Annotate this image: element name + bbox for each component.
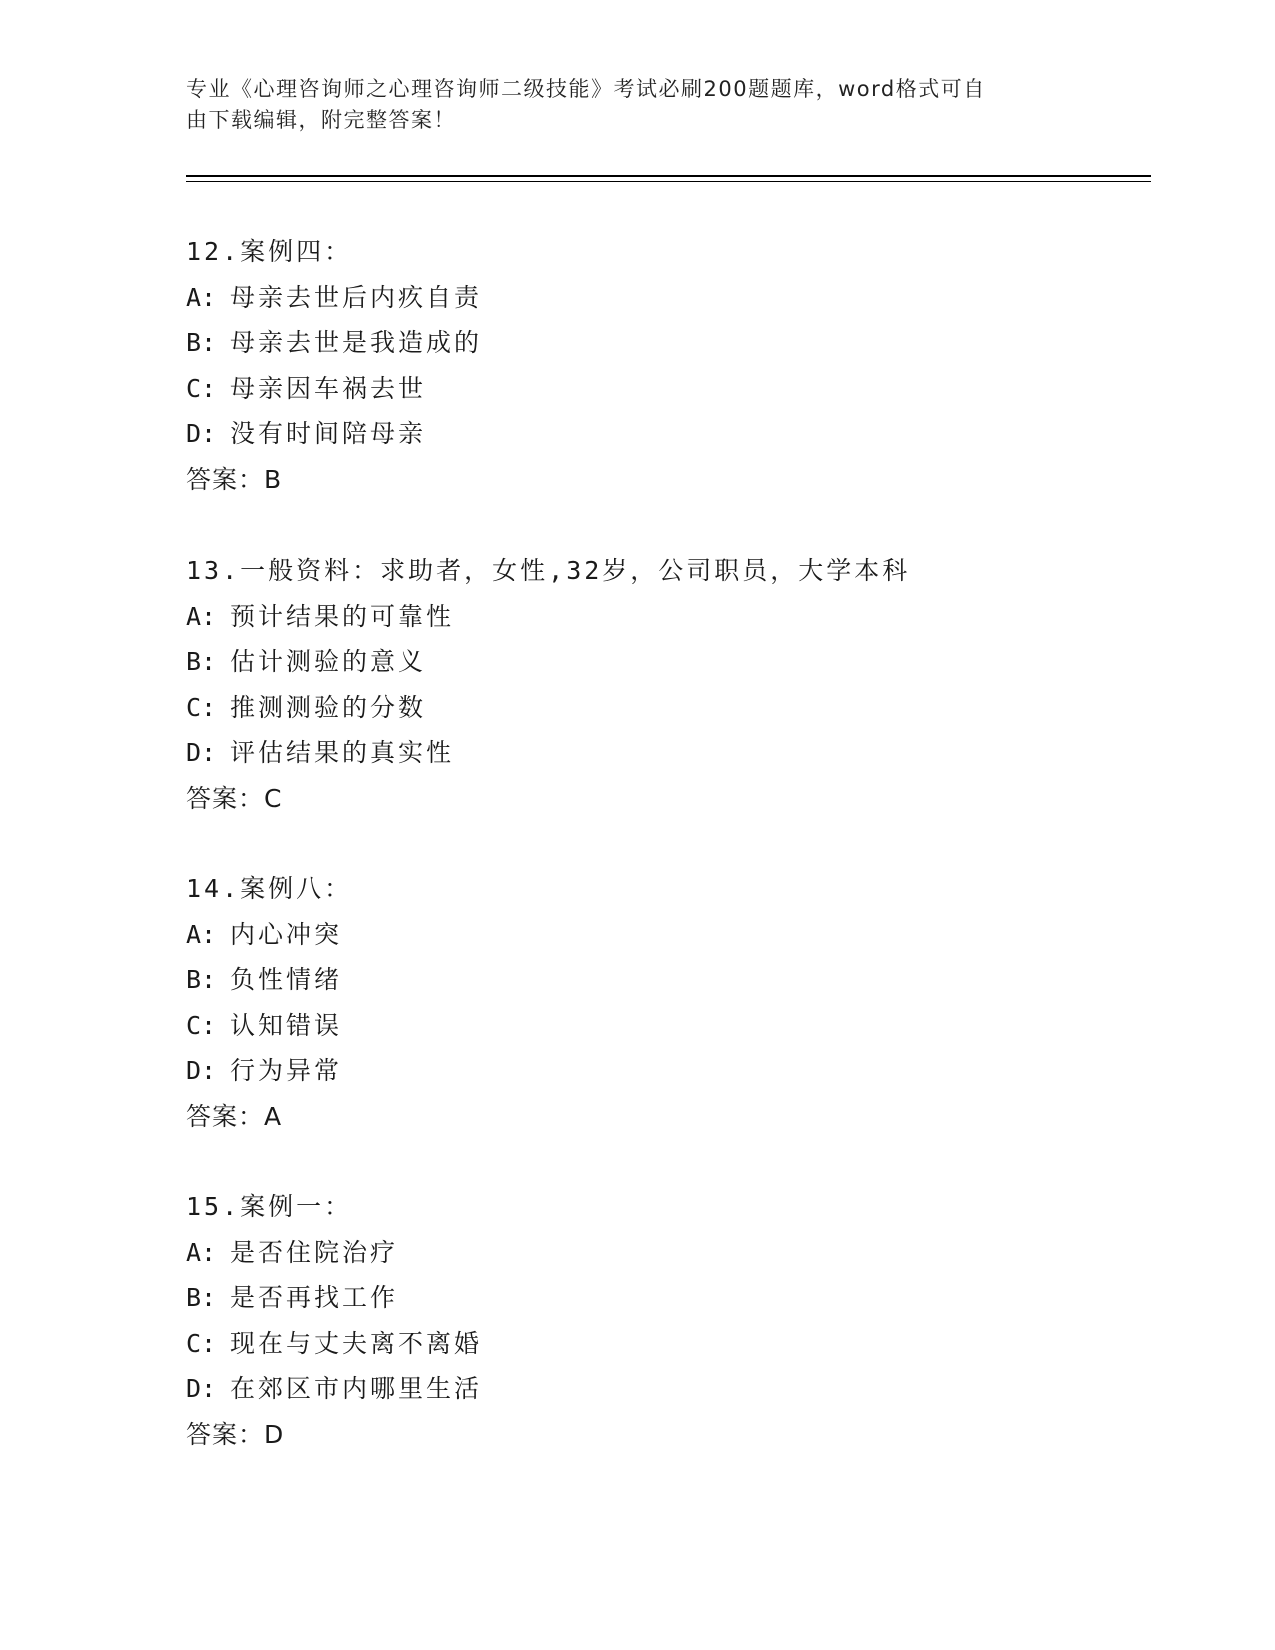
header-divider-thin — [186, 181, 1151, 182]
answer-line: 答案：B — [186, 464, 283, 494]
option-text: 推测测验的分数 — [230, 692, 427, 722]
answer-line: 答案：D — [186, 1419, 285, 1449]
option-text: 预计结果的可靠性 — [230, 601, 455, 631]
option-text: 在郊区市内哪里生活 — [230, 1374, 483, 1403]
option-c — [186, 366, 1136, 412]
option-label: D: — [186, 738, 217, 767]
option-text: 是否再找工作 — [230, 1283, 399, 1312]
option-label: B: — [186, 647, 217, 676]
question-block-13 — [186, 548, 1136, 822]
option-d — [186, 411, 1136, 457]
option-label: D: — [186, 1374, 217, 1403]
answer-line: 答案：A — [186, 1101, 283, 1131]
option-b — [186, 320, 1136, 366]
option-label: A: — [186, 601, 217, 631]
option-a — [186, 1230, 1136, 1276]
header-line-2: 由下载编辑，附完整答案！ — [186, 108, 456, 132]
option-label: C: — [186, 373, 217, 403]
option-label: D: — [186, 1056, 217, 1085]
option-label: D: — [186, 419, 217, 448]
option-c — [186, 1003, 1136, 1049]
option-a — [186, 275, 1136, 321]
option-label: A: — [186, 919, 217, 949]
option-b — [186, 1275, 1136, 1321]
option-text: 行为异常 — [230, 1056, 343, 1085]
option-text: 母亲去世是我造成的 — [230, 328, 483, 357]
header-divider-thick — [186, 175, 1151, 177]
option-text: 母亲去世后内疚自责 — [230, 282, 483, 312]
option-label: C: — [186, 1328, 217, 1358]
option-text: 是否住院治疗 — [230, 1237, 399, 1267]
option-text: 现在与丈夫离不离婚 — [230, 1328, 483, 1358]
question-stem: 12.案例四： — [186, 237, 353, 266]
question-block-12 — [186, 229, 1136, 503]
option-d — [186, 1366, 1136, 1412]
option-label: C: — [186, 1010, 217, 1040]
option-text: 评估结果的真实性 — [230, 738, 455, 767]
answer-line: 答案：C — [186, 783, 283, 813]
option-label: B: — [186, 965, 217, 994]
question-stem: 15.案例一： — [186, 1192, 353, 1221]
option-d — [186, 1048, 1136, 1094]
option-c — [186, 685, 1136, 731]
option-text: 母亲因车祸去世 — [230, 373, 427, 403]
question-stem: 13.一般资料：求助者，女性,32岁，公司职员，大学本科 — [186, 556, 911, 585]
option-text: 负性情绪 — [230, 965, 343, 994]
header-line-1: 专业《心理咨询师之心理咨询师二级技能》考试必刷200题题库，word格式可自 — [186, 77, 986, 101]
option-text: 内心冲突 — [230, 919, 343, 949]
option-a — [186, 912, 1136, 958]
question-stem: 14.案例八： — [186, 874, 353, 903]
option-label: B: — [186, 1283, 217, 1312]
option-text: 认知错误 — [230, 1010, 343, 1040]
option-a — [186, 594, 1136, 640]
option-b — [186, 957, 1136, 1003]
option-label: A: — [186, 282, 217, 312]
option-label: A: — [186, 1237, 217, 1267]
option-d — [186, 730, 1136, 776]
question-block-15 — [186, 1184, 1136, 1458]
option-label: B: — [186, 328, 217, 357]
option-text: 没有时间陪母亲 — [230, 419, 427, 448]
option-label: C: — [186, 692, 217, 722]
document-header — [186, 74, 1066, 136]
option-text: 估计测验的意义 — [230, 647, 427, 676]
question-block-14 — [186, 866, 1136, 1140]
option-b — [186, 639, 1136, 685]
option-c — [186, 1321, 1136, 1367]
